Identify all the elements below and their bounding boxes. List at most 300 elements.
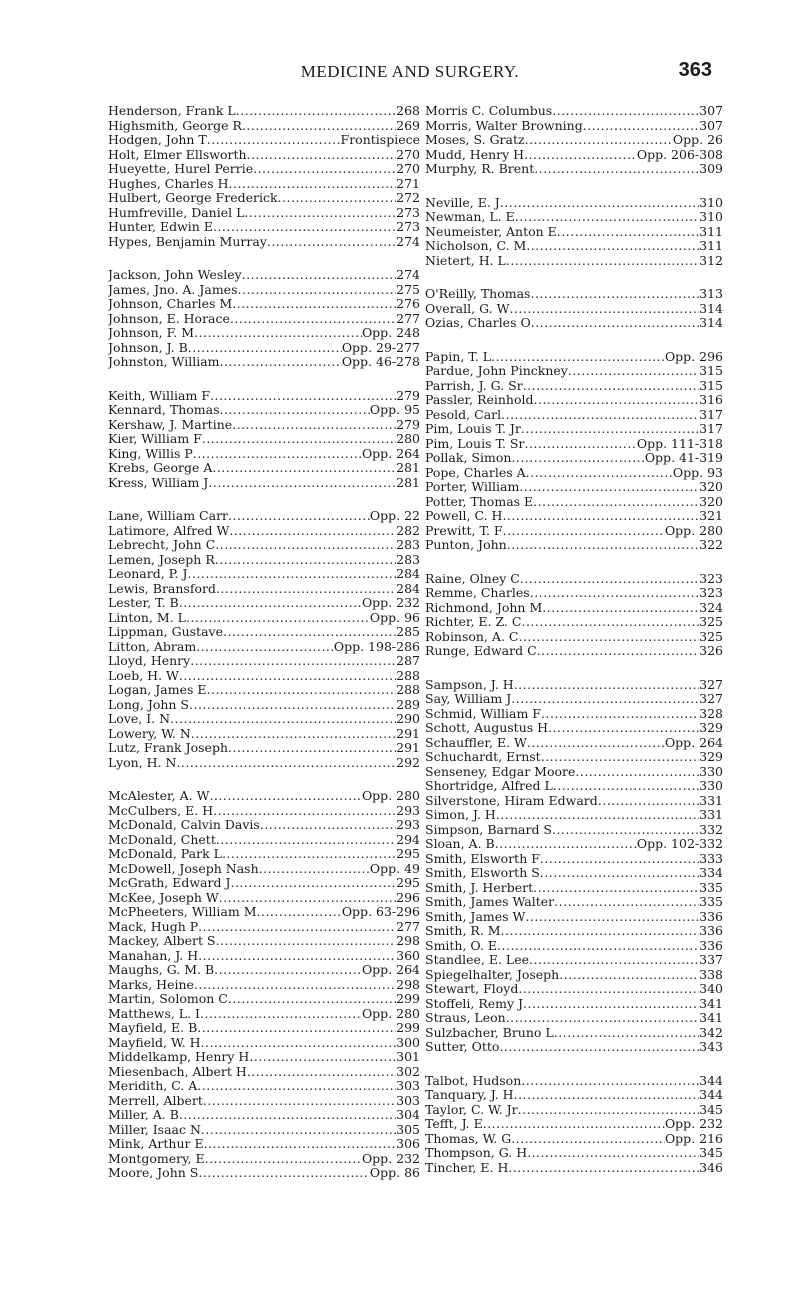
entry-page-ref: 270 [396,147,420,162]
index-entry [425,572,723,587]
dot-leader [201,1036,397,1051]
dot-leader [568,364,699,379]
entry-page-ref: Opp. 232 [664,1117,723,1131]
entry-page-ref: 327 [699,677,723,692]
entry-name: Potter, Thomas E [425,494,534,509]
entry-name: Ozias, Charles O [425,316,531,330]
index-entry [425,466,723,481]
entry-name: Mudd, Henry H [425,147,525,162]
entry-page-ref: 317 [699,422,723,436]
dot-leader [189,698,396,713]
dot-leader [242,268,396,283]
dot-leader [506,1011,699,1026]
index-entry [108,876,420,891]
entry-name: McDowell, Joseph Nash [108,861,259,876]
index-entry [425,968,723,983]
index-letter-group [108,389,420,491]
index-entry [108,847,420,862]
entry-page-ref: 294 [396,832,420,847]
entry-page-ref: 279 [396,388,420,403]
index-entry [108,206,420,221]
entry-page-ref: 271 [396,176,420,191]
dot-leader [523,997,699,1012]
dot-leader [531,316,699,331]
entry-name: Miller, Isaac N [108,1122,201,1137]
entry-page-ref: 329 [699,750,723,764]
dot-leader [526,466,673,481]
entry-name: Nietert, H. L [425,253,506,268]
entry-name: Johnston, William [108,355,220,369]
dot-leader [200,1007,362,1022]
dot-leader [260,818,396,833]
entry-page-ref: 331 [699,793,723,808]
index-entry [108,119,420,134]
entry-name: Smith, R. M [425,924,501,938]
dot-leader [483,1117,665,1132]
entry-page-ref: Opp. 111-318 [636,436,723,451]
dot-leader [541,707,699,722]
entry-name: Hunter, Edwin E [108,220,213,234]
entry-name: McKee, Joseph W [108,890,219,905]
dot-leader [242,119,396,134]
entry-name: Long, John S [108,697,189,712]
dot-leader [511,451,644,466]
index-entry [425,393,723,408]
entry-page-ref: 333 [699,851,723,866]
entry-page-ref: 341 [699,996,723,1011]
entry-page-ref: 279 [396,417,420,432]
dot-leader [507,538,699,553]
entry-name: Taylor, C. W. Jr [425,1102,518,1117]
index-entry [108,162,420,177]
dot-leader [497,939,699,954]
entry-page-ref: 331 [699,808,723,822]
index-letter-group [108,509,420,770]
dot-leader [215,538,396,553]
page-header [110,59,712,88]
entry-name: Johnson, E. Horace [108,311,230,326]
entry-page-ref: 307 [699,118,723,133]
entry-page-ref: 285 [396,625,420,639]
entry-name: Johnson, J. B [108,340,188,355]
dot-leader [540,852,699,867]
entry-name: Lippman, Gustave [108,625,223,639]
entry-name: Smith, O. E [425,938,498,953]
dot-leader [554,895,699,910]
entry-name: Morris C. Columbus [425,104,553,118]
index-entry [108,1108,420,1123]
index-entry [108,432,420,447]
dot-leader [518,982,699,997]
entry-name: Miller, A. B [108,1108,179,1122]
index-entry [108,833,420,848]
entry-name: Straus, Leon [425,1011,506,1025]
index-entry [108,461,420,476]
entry-name: Merrell, Albert [108,1093,203,1108]
index-entry [108,920,420,935]
dot-leader [194,978,396,993]
index-letter-group [425,104,723,177]
entry-name: Hughes, Charles H [108,176,229,191]
index-entry [108,596,420,611]
dot-leader [194,326,362,341]
entry-page-ref: 335 [699,895,723,909]
dot-leader [205,1152,362,1167]
index-entry [108,1065,420,1080]
index-entry [425,408,723,423]
dot-leader [523,379,699,394]
entry-page-ref: 291 [396,741,420,755]
entry-page-ref: Opp. 216 [664,1131,723,1146]
entry-page-ref: 275 [396,282,420,297]
entry-name: Martin, Solomon C [108,992,228,1006]
index-entry [108,104,420,119]
index-entry [425,750,723,765]
entry-name: Lowery, W. N [108,726,191,741]
index-entry [108,1079,420,1094]
entry-name: Meridith, C. A [108,1079,198,1093]
index-entry [425,148,723,163]
entry-page-ref: 343 [699,1040,723,1054]
index-letter-group [425,678,723,1055]
entry-name: Lester, T. B [108,596,179,610]
dot-leader [554,1026,699,1041]
dot-leader [511,1132,665,1147]
index-entry [108,476,420,491]
index-entry [108,553,420,568]
entry-name: Mink, Arthur E [108,1137,204,1151]
index-entry [108,177,420,192]
index-entry [425,437,723,452]
dot-leader [530,586,699,601]
entry-name: Moses, S. Gratz [425,133,525,147]
index-entry [425,1146,723,1161]
index-entry [108,789,420,804]
index-entry [108,524,420,539]
index-entry [425,823,723,838]
entry-name: Kennard, Thomas [108,403,220,417]
index-entry [108,220,420,235]
entry-page-ref: 303 [396,1079,420,1093]
index-entry [425,210,723,225]
entry-page-ref: 335 [699,880,723,895]
index-entry [108,297,420,312]
dot-leader [196,640,334,655]
entry-page-ref: 273 [396,220,420,234]
index-entry [108,1166,420,1181]
dot-leader [526,239,699,254]
dot-leader [249,1050,396,1065]
dot-leader [228,741,396,756]
index-entry [108,683,420,698]
entry-name: Hueyette, Hurel Perrie [108,162,254,176]
dot-leader [537,644,699,659]
index-entry [108,447,420,462]
dot-leader [215,553,396,568]
entry-name: Richter, E. Z. C [425,615,522,629]
index-entry [108,949,420,964]
entry-name: Matthews, L. I [108,1006,200,1021]
dot-leader [198,1166,370,1181]
index-entry [425,379,723,394]
entry-page-ref: 287 [396,654,420,668]
dot-leader [210,389,396,404]
index-letter-group [108,104,420,249]
index-entry [108,1137,420,1152]
entry-page-ref: 328 [699,706,723,721]
entry-page-ref: 299 [396,1021,420,1035]
index-entry [425,364,723,379]
index-entry [425,615,723,630]
entry-name: Lemen, Joseph R [108,552,215,567]
dot-leader [527,1146,699,1161]
entry-page-ref: Opp. 96 [369,610,420,625]
dot-leader [524,148,637,163]
index-entry [108,891,420,906]
index-entry [425,1117,723,1132]
entry-name: Smith, Elsworth F [425,851,540,866]
dot-leader [223,625,396,640]
dot-leader [598,794,699,809]
dot-leader [207,133,341,148]
dot-leader [557,225,699,240]
dot-leader [229,177,397,192]
entry-name: Hodgen, John T [108,133,207,147]
entry-page-ref: 323 [699,586,723,600]
dot-leader [190,654,396,669]
index-entry [108,905,420,920]
index-entry [425,451,723,466]
entry-page-ref: Opp. 296 [664,349,723,364]
entry-name: Keith, William F [108,388,210,403]
entry-page-ref: 310 [699,210,723,224]
entry-page-ref: 330 [699,764,723,779]
entry-name: Kress, William J [108,475,209,490]
dot-leader [530,287,699,302]
entry-name: McCulbers, E. H [108,803,214,818]
index-entry [425,509,723,524]
index-entry [108,1094,420,1109]
dot-leader [518,630,699,645]
dot-leader [552,823,699,838]
index-entry [425,422,723,437]
dot-leader [583,119,699,134]
entry-page-ref: 273 [396,205,420,220]
entry-name: Smith, Elsworth S [425,866,540,880]
entry-name: Mack, Hugh P [108,919,199,934]
entry-page-ref: 288 [396,668,420,683]
entry-page-ref: 301 [396,1050,420,1064]
entry-page-ref: 306 [396,1137,420,1151]
dot-leader [552,104,699,119]
entry-page-ref: 315 [699,364,723,378]
entry-page-ref: 344 [699,1088,723,1102]
dot-leader [232,297,396,312]
dot-leader [229,524,396,539]
entry-page-ref: 341 [699,1011,723,1025]
index-entry [425,287,723,302]
entry-page-ref: 274 [396,268,420,282]
index-entry [425,119,723,134]
dot-leader [228,992,396,1007]
entry-name: Raine, Olney C [425,571,520,586]
dot-leader [501,924,700,939]
entry-page-ref: 303 [396,1093,420,1108]
entry-name: Overall, G. W [425,301,510,316]
entry-name: Senseney, Edgar Moore [425,764,576,779]
entry-page-ref: 295 [396,876,420,890]
entry-page-ref: 305 [396,1122,420,1137]
running-title: MEDICINE AND SURGERY. [300,62,520,81]
dot-leader [203,1094,396,1109]
entry-name: Porter, William [425,480,520,494]
index-entry [425,601,723,616]
entry-name: McDonald, Chett [108,832,216,847]
entry-page-ref: 274 [396,234,420,249]
entry-page-ref: 316 [699,393,723,407]
dot-leader [216,934,397,949]
index-entry [108,235,420,250]
dot-leader [521,615,699,630]
index-column-left [108,104,420,1200]
index-entry [425,997,723,1012]
entry-name: Latimore, Alfred W [108,523,230,538]
entry-name: Thompson, G. H [425,1146,528,1160]
entry-name: Schauffler, E. W [425,735,527,750]
index-entry [425,480,723,495]
dot-leader [508,1161,699,1176]
index-entry [425,1026,723,1041]
entry-page-ref: 290 [396,712,420,726]
entry-name: McAlester, A. W [108,789,210,803]
index-entry [425,630,723,645]
entry-name: Prewitt, T. F [425,523,503,538]
index-entry [425,895,723,910]
dot-leader [541,750,699,765]
index-letter-group [108,789,420,1181]
entry-page-ref: 345 [699,1102,723,1117]
entry-page-ref: 309 [699,162,723,176]
index-entry [425,644,723,659]
entry-name: Sulzbacher, Bruno L [425,1025,554,1040]
index-entry [425,104,723,119]
entry-page-ref: 311 [699,239,723,253]
index-entry [425,852,723,867]
dot-leader [509,302,699,317]
entry-page-ref: 293 [396,803,420,818]
index-entry [108,934,420,949]
dot-leader [521,1074,699,1089]
entry-name: Pim, Louis T. Sr [425,436,525,451]
dot-leader [198,920,396,935]
entry-page-ref: 337 [699,953,723,967]
entry-name: Tincher, E. H [425,1160,509,1175]
dot-leader [216,833,396,848]
entry-page-ref: Frontispiece [340,133,420,147]
entry-name: Lloyd, Henry [108,654,191,668]
dot-leader [534,393,700,408]
dot-leader [548,721,699,736]
entry-name: Stewart, Floyd [425,982,519,996]
entry-page-ref: 307 [699,104,723,118]
entry-page-ref: 311 [699,224,723,239]
dot-leader [506,254,699,269]
entry-name: Krebs, George A [108,461,213,475]
entry-page-ref: 302 [396,1064,420,1079]
dot-leader [220,403,370,418]
entry-page-ref: 284 [396,567,420,581]
dot-leader [520,572,699,587]
entry-name: Stoffeli, Remy J [425,996,524,1011]
index-entry [108,804,420,819]
entry-name: Lewis, Bransford [108,581,216,596]
dot-leader [188,341,342,356]
index-entry [108,992,420,1007]
entry-name: Standlee, E. Lee [425,953,529,967]
dot-leader [228,509,370,524]
entry-name: O'Reilly, Thomas [425,287,531,301]
index-entry [425,866,723,881]
page-number: 363 [678,59,712,81]
entry-name: James, Jno. A. James [108,282,238,297]
entry-name: Smith, James W [425,909,526,924]
index-entry [425,736,723,751]
index-entry [108,509,420,524]
index-entry [425,350,723,365]
index-entry [425,586,723,601]
entry-page-ref: 312 [699,253,723,268]
dot-leader [179,1108,396,1123]
entry-name: Remme, Charles [425,586,530,600]
entry-name: Papin, T. L [425,349,492,364]
dot-leader [540,866,699,881]
dot-leader [500,196,699,211]
dot-leader [179,669,396,684]
entry-page-ref: Opp. 63-296 [341,905,420,919]
index-entry [425,316,723,331]
entry-page-ref: 320 [699,480,723,494]
dot-leader [501,408,699,423]
entry-page-ref: 283 [396,552,420,567]
dot-leader [514,1088,700,1103]
entry-page-ref: 281 [396,475,420,490]
entry-name: Montgomery, E [108,1151,205,1166]
index-entry [108,1007,420,1022]
dot-leader [230,876,396,891]
index-entry [425,162,723,177]
entry-page-ref: 324 [699,600,723,615]
entry-name: Sampson, J. H [425,677,514,692]
index-letter-group [425,572,723,659]
entry-name: Pim, Louis T. Jr [425,422,521,436]
entry-page-ref: 344 [699,1073,723,1088]
index-entry [108,389,420,404]
entry-page-ref: 320 [699,494,723,509]
index-entry [108,756,420,771]
index-entry [108,963,420,978]
entry-page-ref: 346 [699,1160,723,1175]
dot-leader [247,148,397,163]
entry-page-ref: Opp. 264 [361,963,420,977]
index-entry [108,712,420,727]
entry-page-ref: 360 [396,948,420,963]
index-entry [425,939,723,954]
index-entry [425,982,723,997]
entry-page-ref: 342 [699,1025,723,1040]
dot-leader [176,756,396,771]
entry-page-ref: 336 [699,938,723,953]
entry-page-ref: 304 [396,1108,420,1122]
